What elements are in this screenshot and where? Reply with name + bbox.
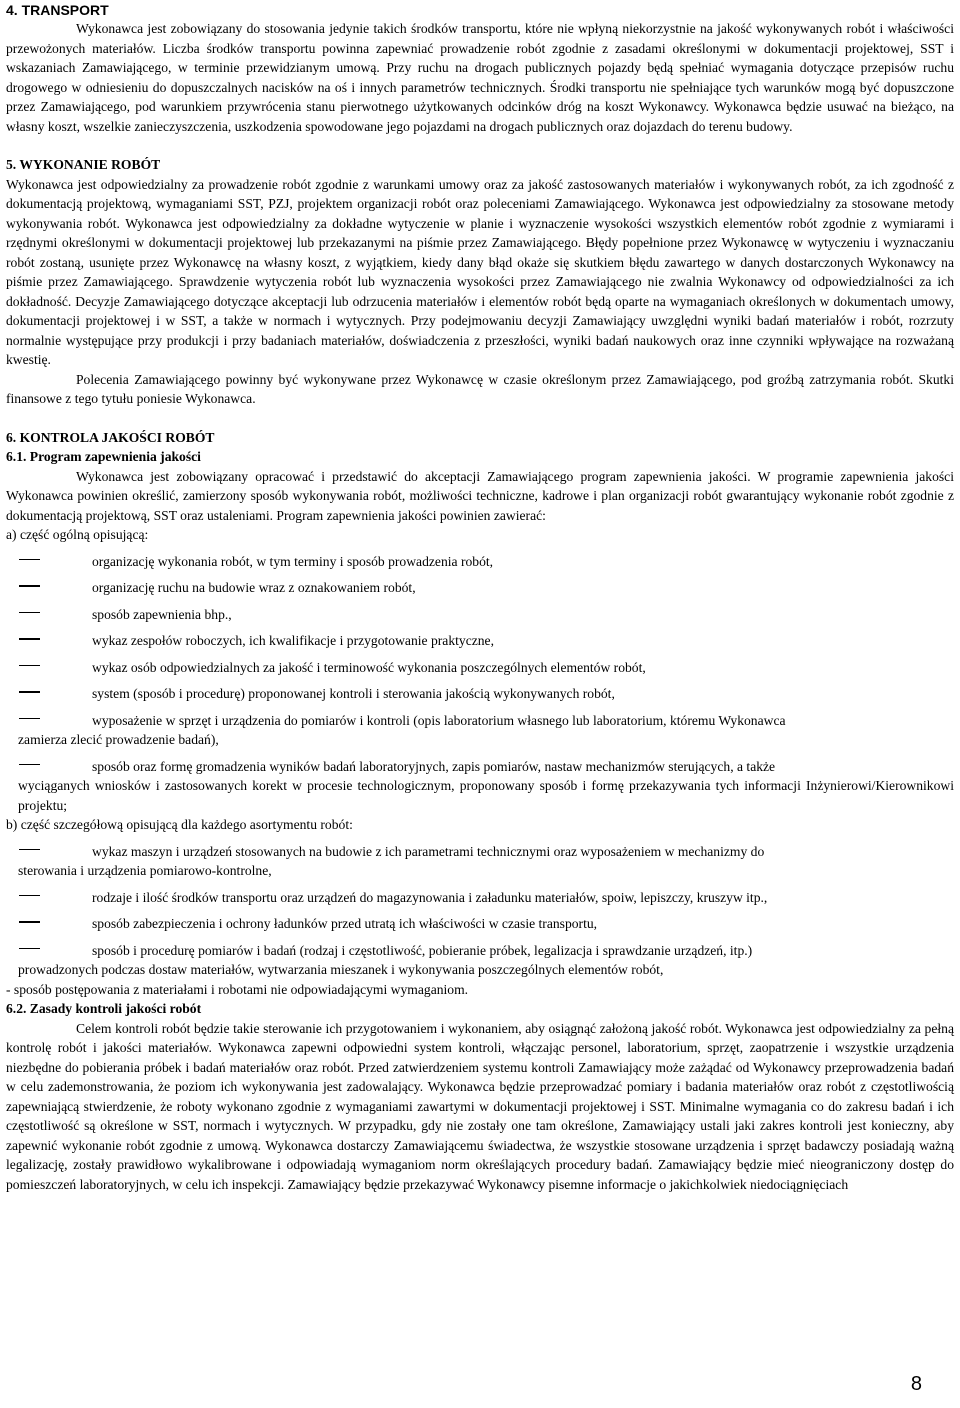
list-item-continuation: zamierza zlecić prowadzenie badań), [18,732,219,747]
section-4-paragraph: Wykonawca jest zobowiązany do stosowania jedynie takich środków transportu, które nie wpłyną niekorzystnie na jakość wykonywanych robót i właściwości przewożonych materiałów. Liczba środków transportu powinna zapewniać prowadzenie robót zgodnie z zasadami określonymi w dokumentacji projektowej, SST i wskazaniach Zamawiającego, w terminie przewidzianym umową. Przy ruchu na drogach publicznych pojazdy będą spełniać wymagania dotyczące przepisów ruchu drogowego w odniesieniu do dopuszczalnych nacisków na oś i innych parametrów technicznych. Środki transportu nie spełniające tych warunków mogą być dopuszczone przez Zamawiającego, pod warunkiem przywrócenia stanu pierwotnego użytkowanych odcinków dróg na koszt Wykonawcy. Wykonawca będzie usuwać na bieżąco, na własny koszt, wszelkie zanieczyszczenia, uszkodzenia spowodowane jego pojazdami na drogach publicznych oraz dojazdach do terenu budowy. [6,21,954,134]
list-item-text: organizację ruchu na budowie wraz z oznakowaniem robót, [92,580,416,595]
list-item-text: wykaz osób odpowiedzialnych za jakość i terminowość wykonania poszczególnych elementów robót, [92,659,646,675]
list-item-continuation: wyciąganych wniosków i zastosowanych korekt w procesie technologicznym, proponowany sposób i formę przekazywania tych informacji Inżynierowi/Kierownikowi projektu; [18,778,954,813]
list-item-text: sposób zapewnienia bhp., [92,606,232,622]
list-item [6,941,954,980]
list-item [6,914,954,934]
part-b-label: b) część szczegółową opisującą dla każdego asortymentu robót: [6,817,353,832]
page-number: 8 [910,1373,922,1395]
dash-bullet-icon [19,764,40,766]
document-page [6,0,954,1194]
list-item-continuation: sterowania i urządzenia pomiarowo-kontrolne, [18,863,272,878]
section-6-2-paragraph: Celem kontroli robót będzie takie sterowanie ich przygotowaniem i wykonaniem, aby osiągnąć założoną jakość robót. Wykonawca jest odpowiedzialny za pełną kontrolę robót i jakości materiałów. Wykonawca zapewni odpowiedni system kontroli, włączając personel, laboratorium, sprzęt, zaopatrzenie i wszystkie urządzenia niezbędne do pobierania próbek i badań materiałów oraz robót. Przed zatwierdzeniem systemu kontroli Zamawiający może zażądać od Wykonawcy przeprowadzenia badań w celu zademonstrowania, że poziom ich wykonywania jest zadowalający. Wykonawca będzie przeprowadzać pomiary i badania materiałów oraz robót z częstotliwością zapewniającą stwierdzenie, że roboty wykonano zgodnie z wymaganiami zawartymi w dokumentacji projektowej i SST. Minimalne wymagania co do zakresu badań i ich częstotliwość są określone w SST, normach i wytycznych. W przypadku, gdy nie zostały one tam określone, Zamawiający ustali jaki zakres kontroli jest konieczny, aby zapewnić wykonanie robót zgodnie z umową. Wykonawca dostarczy Zamawiającemu świadectwa, że wszystkie stosowane urządzenia i sprzęt badawczy posiadają ważną legalizację, zostały prawidłowo wykalibrowane i odpowiadają wymaganiom norm określających procedury badań. Zamawiający będzie mieć nieograniczony dostęp do pomieszczeń laboratoryjnych, w celu ich inspekcji. Zamawiający będzie przekazywać Wykonawcy pisemne informacje o jakichkolwiek niedociągnięciach [6,1020,954,1192]
list-item-text: system (sposób i procedurę) proponowanej kontroli i sterowania jakością wykonywanych robót, [92,686,615,701]
dash-bullet-icon [19,895,40,897]
dash-bullet-icon [19,559,40,561]
section-6-1-heading: 6.1. Program zapewnienia jakości [6,449,201,464]
dash-bullet-icon [19,948,40,950]
list-item [6,711,954,750]
dash-bullet-icon [19,921,40,923]
list-item [6,631,954,651]
dash-bullet-icon [19,849,40,851]
last-line: - sposób postępowania z materiałami i robotami nie odpowiadającymi wymaganiom. [6,981,469,997]
list-item-text: wyposażenie w sprzęt i urządzenia do pomiarów i kontroli (opis laboratorium własnego lub laboratorium, któremu Wykonawca [92,712,786,728]
section-6-heading: 6. KONTROLA JAKOŚCI ROBÓT [6,429,215,445]
section-5-paragraph-2: Polecenia Zamawiającego powinny być wykonywane przez Wykonawcę w czasie określonym przez Zamawiającego, pod groźbą zatrzymania robót. Skutki finansowe z tego tytułu poniesie Wykonawca. [6,371,954,406]
section-4-heading: 4. TRANSPORT [6,2,109,18]
list-a [6,552,954,816]
list-item [6,578,954,598]
list-item-text: sposób zabezpieczenia i ochrony ładunków przed utratą ich właściwości w czasie transportu, [92,916,598,931]
list-item-text: wykaz maszyn i urządzeń stosowanych na budowie z ich parametrami technicznymi oraz wyposażeniem w mechanizmy do [92,843,765,859]
part-a-label: a) część ogólną opisującą: [6,527,149,542]
list-item [6,757,954,816]
list-item-text: sposób i procedurę pomiarów i badań (rodzaj i częstotliwość, pobieranie próbek, legalizacja i sprawdzanie urządzeń, itp.) [92,942,753,958]
list-item-text: organizację wykonania robót, w tym terminy i sposób prowadzenia robót, [92,553,494,569]
list-item-continuation: prowadzonych podczas dostaw materiałów, wytwarzania mieszanek i wykonywania poszczególnych elementów robót, [18,962,664,977]
list-item [6,888,954,908]
section-6-2-heading: 6.2. Zasady kontroli jakości robót [6,1001,202,1016]
list-item-text: rodzaje i ilość środków transportu oraz urządzeń do magazynowania i załadunku materiałów, spoiw, lepiszczy, kruszyw itp., [92,889,768,905]
list-item [6,658,954,678]
list-item [6,552,954,572]
list-item [6,842,954,881]
list-item-text: sposób oraz formę gromadzenia wyników badań laboratoryjnych, zapis pomiarów, nastaw mechanizmów sterujących, a także [92,758,776,774]
dash-bullet-icon [19,638,40,640]
dash-bullet-icon [19,612,40,614]
list-item [6,605,954,625]
list-b [6,842,954,980]
list-item [6,684,954,704]
section-5-heading: 5. WYKONANIE ROBÓT [6,157,161,172]
dash-bullet-icon [19,691,40,693]
list-item-text: wykaz zespołów roboczych, ich kwalifikacje i przygotowanie praktyczne, [92,633,494,648]
section-6-1-paragraph: Wykonawca jest zobowiązany opracować i przedstawić do akceptacji Zamawiającego program zapewnienia jakości. W programie zapewnienia jakości Wykonawca powinien określić, zamierzony sposób wykonywania robót, możliwości techniczne, kadrowe i plan organizacji robót gwarantujący wykonanie robót zgodnie z dokumentacją projektową, SST oraz ustaleniami. Program zapewnienia jakości powinien zawierać: [6,468,954,523]
dash-bullet-icon [19,585,40,587]
dash-bullet-icon [19,718,40,720]
dash-bullet-icon [19,665,40,667]
section-5-paragraph-1: Wykonawca jest odpowiedzialny za prowadzenie robót zgodnie z warunkami umowy oraz za jakość zastosowanych materiałów i wykonywanych robót, za ich zgodność z dokumentacją projektową, wymaganiami SST, PZJ, projektem organizacji robót oraz poleceniami Zamawiającego. Wykonawca jest odpowiedzialny za stosowane metody wykonywania robót. Wykonawca jest odpowiedzialny za dokładne wytyczenie w planie i wyznaczenie wysokości wszystkich elementów robót zgodnie z wymiarami i rzędnymi określonymi w dokumentacji projektowej lub przekazanymi na piśmie przez Zamawiającego. Błędy popełnione przez Wykonawcę w wytyczeniu i wyznaczaniu robót zostaną, usunięte przez Wykonawcę na własny koszt, z wyjątkiem, kiedy dany błąd okaże się skutkiem błędu zawartego w danych dostarczonych Wykonawcy na piśmie przez Zamawiającego. Sprawdzenie wytyczenia robót lub wyznaczenia wysokości przez Zamawiającego nie zwalnia Wykonawcy od odpowiedzialności za ich dokładność. Decyzje Zamawiającego dotyczące akceptacji lub odrzucenia materiałów i elementów robót będą oparte na wymaganiach określonych w dokumentach umowy, dokumentacji projektowej i w SST, a także w normach i wytycznych. Przy podejmowaniu decyzji Zamawiający uwzględni wyniki badań materiałów i robót, rozrzuty normalnie występujące przy produkcji i przy badaniach materiałów, doświadczenia z przeszłości, wyniki badań naukowych oraz inne czynniki wpływające na rozważaną kwestię. [6,176,954,367]
